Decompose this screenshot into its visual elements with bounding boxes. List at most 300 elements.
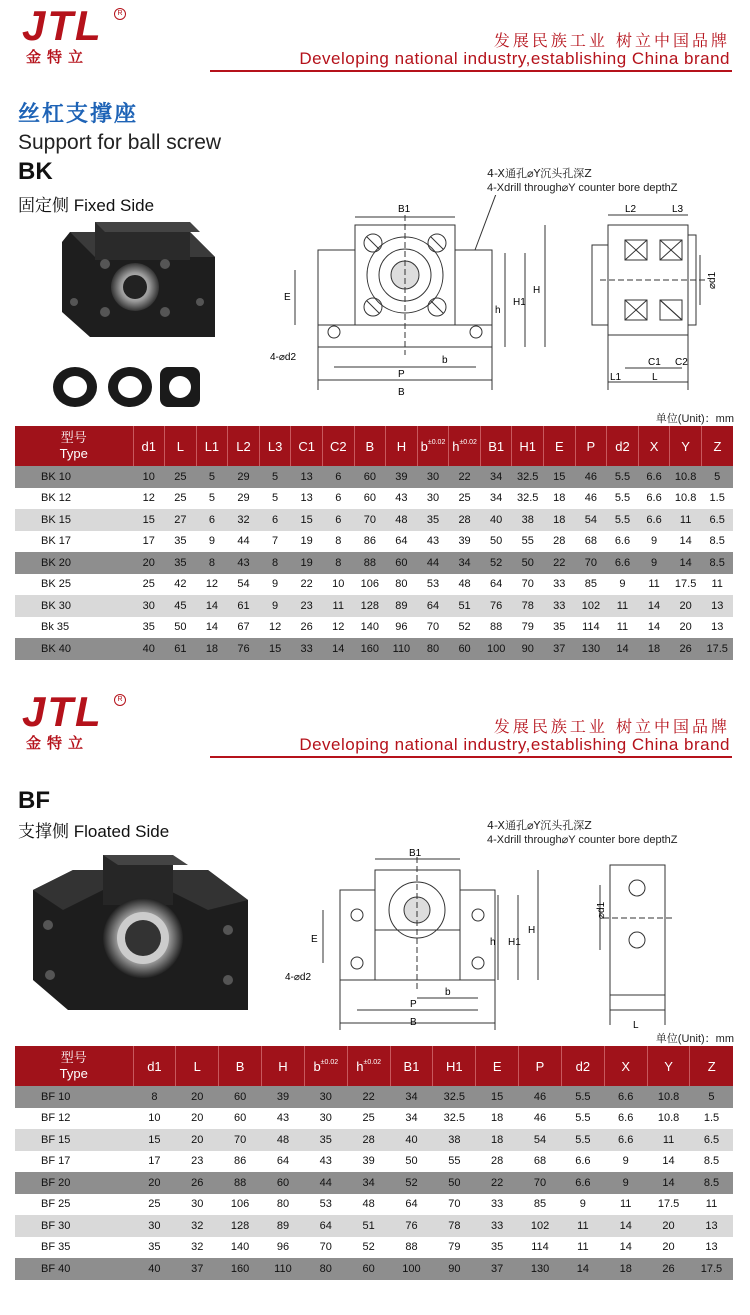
value-cell: 18 (476, 1129, 519, 1151)
value-cell: 5.5 (607, 488, 639, 510)
value-cell: 160 (354, 638, 386, 660)
value-cell: 100 (390, 1258, 433, 1280)
column-header-x (638, 426, 670, 466)
type-header-en: Type (59, 1065, 88, 1081)
value-cell: 70 (575, 552, 607, 574)
type-header-en: Type (59, 445, 88, 461)
value-cell: 12 (196, 574, 228, 596)
value-cell: 70 (417, 617, 449, 639)
value-cell: 14 (647, 1151, 690, 1173)
value-cell: 70 (512, 574, 544, 596)
value-cell: 33 (476, 1215, 519, 1237)
value-cell: 6 (196, 509, 228, 531)
model-cell: BK 15 (15, 509, 133, 531)
value-cell: 1.5 (701, 488, 733, 510)
bk-dim-l: L (652, 372, 658, 383)
slogan-en: Developing national industry,establishing China brand (299, 735, 730, 754)
column-header-l (176, 1046, 219, 1086)
value-cell: 34 (480, 488, 512, 510)
bf-unit-label (656, 1030, 734, 1046)
value-cell: 106 (219, 1194, 262, 1216)
column-header-label: b (313, 1058, 321, 1074)
bf-table-header (15, 1046, 733, 1086)
bf-hole-note (487, 818, 677, 848)
value-cell: 11 (604, 1194, 647, 1216)
value-cell: 11 (670, 509, 702, 531)
bf-subtitle (18, 817, 169, 842)
column-header-l1 (196, 426, 228, 466)
tolerance-label: ±0.02 (320, 1058, 339, 1066)
value-cell: 6 (322, 509, 354, 531)
bk-dim-b: b (442, 355, 448, 366)
value-cell: 9 (638, 531, 670, 553)
value-cell: 18 (544, 488, 576, 510)
column-header-b1 (390, 1046, 433, 1086)
model-cell: BK 12 (15, 488, 133, 510)
registered-mark-icon: R (114, 8, 126, 20)
value-cell: 11 (322, 595, 354, 617)
column-header-label: d1 (147, 1058, 162, 1074)
value-cell: 11 (607, 595, 639, 617)
value-cell: 14 (196, 595, 228, 617)
value-cell: 48 (386, 509, 418, 531)
value-cell: 64 (480, 574, 512, 596)
value-cell: 25 (165, 488, 197, 510)
value-cell: 18 (638, 638, 670, 660)
value-cell: 28 (544, 531, 576, 553)
column-header-y (670, 426, 702, 466)
value-cell: 5.5 (607, 509, 639, 531)
value-cell: 5.5 (561, 1086, 604, 1108)
value-cell: 46 (519, 1108, 562, 1130)
value-cell: 28 (449, 509, 481, 531)
value-cell: 20 (133, 552, 165, 574)
model-cell: BF 15 (15, 1129, 133, 1151)
value-cell: 15 (544, 466, 576, 488)
bk-model-title: BK (18, 158, 53, 185)
value-cell: 11 (701, 574, 733, 596)
bf-dim-d2: 4-⌀d2 (285, 972, 312, 983)
bk-product-photo (40, 212, 230, 422)
value-cell: 79 (433, 1237, 476, 1259)
table-row (15, 1172, 733, 1194)
value-cell: 90 (433, 1258, 476, 1280)
value-cell: 12 (322, 617, 354, 639)
value-cell: 13 (690, 1237, 733, 1259)
value-cell: 54 (519, 1129, 562, 1151)
value-cell: 20 (647, 1215, 690, 1237)
value-cell: 9 (638, 552, 670, 574)
value-cell: 42 (165, 574, 197, 596)
bf-note-cn: 4-X通孔⌀Y沉头孔深Z (487, 819, 592, 832)
value-cell: 11 (561, 1215, 604, 1237)
value-cell: 8 (259, 552, 291, 574)
value-cell: 25 (133, 574, 165, 596)
value-cell: 51 (449, 595, 481, 617)
bf-unit-en: (Unit)：mm (677, 1033, 734, 1045)
column-header-label: L (193, 1058, 201, 1074)
value-cell: 90 (512, 638, 544, 660)
table-row (15, 1086, 733, 1108)
value-cell: 5 (259, 488, 291, 510)
bf-side-view-drawing (585, 860, 685, 1035)
value-cell: 6.6 (607, 552, 639, 574)
value-cell: 32.5 (433, 1086, 476, 1108)
bk-dim-e: E (284, 292, 291, 303)
model-cell: BF 20 (15, 1172, 133, 1194)
value-cell: 52 (480, 552, 512, 574)
column-header-label: C1 (298, 438, 315, 454)
model-cell: BK 30 (15, 595, 133, 617)
value-cell: 80 (304, 1258, 347, 1280)
value-cell: 15 (133, 509, 165, 531)
table-row (15, 466, 733, 488)
value-cell: 102 (519, 1215, 562, 1237)
column-header-label: C2 (329, 438, 347, 454)
bk-dim-c2: C2 (675, 357, 688, 368)
value-cell: 22 (544, 552, 576, 574)
value-cell: 30 (417, 488, 449, 510)
model-cell: BF 17 (15, 1151, 133, 1173)
column-header-c2 (322, 426, 354, 466)
value-cell: 6 (322, 488, 354, 510)
bk-dim-l3: L3 (672, 204, 684, 215)
value-cell: 17.5 (670, 574, 702, 596)
value-cell: 5.5 (561, 1108, 604, 1130)
value-cell: 9 (259, 595, 291, 617)
column-header-label: B1 (403, 1058, 420, 1074)
column-header-label: H1 (519, 438, 537, 454)
table-row (15, 488, 733, 510)
bf-product-photo (28, 850, 253, 1020)
value-cell: 140 (219, 1237, 262, 1259)
value-cell: 68 (519, 1151, 562, 1173)
slogan-cn: 发展民族工业 树立中国品牌 (493, 717, 730, 736)
value-cell: 100 (480, 638, 512, 660)
model-cell: BK 25 (15, 574, 133, 596)
brand-logo (22, 2, 123, 68)
column-header-b (417, 426, 449, 466)
value-cell: 12 (259, 617, 291, 639)
column-header-label: d2 (575, 1058, 591, 1074)
value-cell: 35 (304, 1129, 347, 1151)
value-cell: 13 (690, 1215, 733, 1237)
value-cell: 60 (219, 1108, 262, 1130)
value-cell: 20 (647, 1237, 690, 1259)
value-cell: 32 (176, 1215, 219, 1237)
value-cell: 43 (228, 552, 260, 574)
bf-dim-h: h (490, 937, 496, 948)
value-cell: 11 (638, 574, 670, 596)
value-cell: 10.8 (670, 466, 702, 488)
value-cell: 19 (291, 531, 323, 553)
value-cell: 25 (449, 488, 481, 510)
value-cell: 8.5 (701, 552, 733, 574)
value-cell: 10.8 (647, 1108, 690, 1130)
value-cell: 35 (165, 531, 197, 553)
bk-dim-c1: C1 (648, 357, 661, 368)
column-header-c1 (291, 426, 323, 466)
value-cell: 14 (647, 1172, 690, 1194)
value-cell: 7 (259, 531, 291, 553)
value-cell: 88 (390, 1237, 433, 1259)
table-row (15, 1237, 733, 1259)
value-cell: 14 (561, 1258, 604, 1280)
type-column-header (15, 426, 133, 466)
column-header-label: H1 (446, 1058, 463, 1074)
value-cell: 38 (512, 509, 544, 531)
bk-dim-B: B (398, 387, 405, 398)
column-header-b (304, 1046, 347, 1086)
column-header-label: X (649, 438, 659, 454)
bk-front-view-drawing (270, 195, 560, 405)
model-cell: BF 25 (15, 1194, 133, 1216)
value-cell: 10.8 (647, 1086, 690, 1108)
bk-spec-table (15, 426, 733, 660)
value-cell: 46 (575, 488, 607, 510)
value-cell: 44 (417, 552, 449, 574)
bk-table-header (15, 426, 733, 466)
value-cell: 14 (670, 552, 702, 574)
value-cell: 17.5 (690, 1258, 733, 1280)
bf-subtitle-en: Floated Side (73, 822, 170, 841)
value-cell: 68 (575, 531, 607, 553)
value-cell: 60 (449, 638, 481, 660)
value-cell: 34 (449, 552, 481, 574)
value-cell: 13 (291, 466, 323, 488)
value-cell: 54 (575, 509, 607, 531)
value-cell: 6 (259, 509, 291, 531)
bk-note-en: 4-Xdrill through⌀Y counter bore depthZ (487, 182, 678, 194)
value-cell: 88 (480, 617, 512, 639)
value-cell: 35 (133, 617, 165, 639)
value-cell: 48 (449, 574, 481, 596)
model-cell: BF 10 (15, 1086, 133, 1108)
value-cell: 55 (512, 531, 544, 553)
bk-dim-H: H (533, 285, 541, 296)
bk-dim-b1: B1 (398, 204, 411, 215)
bk-dim-d2: 4-⌀d2 (270, 352, 297, 363)
value-cell: 46 (519, 1086, 562, 1108)
column-header-label: L3 (267, 438, 283, 454)
value-cell: 6.6 (561, 1172, 604, 1194)
value-cell: 5.5 (607, 466, 639, 488)
value-cell: 60 (262, 1172, 305, 1194)
column-header-b1 (480, 426, 512, 466)
value-cell: 20 (670, 617, 702, 639)
value-cell: 80 (262, 1194, 305, 1216)
column-header-d2 (607, 426, 639, 466)
bk-dim-l1: L1 (610, 372, 622, 383)
bf-dim-e: E (311, 934, 318, 945)
value-cell: 6.6 (604, 1129, 647, 1151)
value-cell: 25 (347, 1108, 390, 1130)
bk-subtitle-cn: 固定侧 (18, 196, 69, 216)
value-cell: 15 (259, 638, 291, 660)
bf-model-title: BF (18, 787, 50, 814)
value-cell: 23 (176, 1151, 219, 1173)
value-cell: 89 (262, 1215, 305, 1237)
value-cell: 34 (390, 1086, 433, 1108)
value-cell: 15 (291, 509, 323, 531)
value-cell: 64 (386, 531, 418, 553)
column-header-y (647, 1046, 690, 1086)
value-cell: 1.5 (690, 1108, 733, 1130)
column-header-z (690, 1046, 733, 1086)
value-cell: 44 (304, 1172, 347, 1194)
column-header-label: E (554, 438, 564, 454)
value-cell: 22 (291, 574, 323, 596)
value-cell: 22 (347, 1086, 390, 1108)
value-cell: 64 (417, 595, 449, 617)
value-cell: 60 (386, 552, 418, 574)
value-cell: 48 (262, 1129, 305, 1151)
value-cell: 11 (561, 1237, 604, 1259)
value-cell: 60 (347, 1258, 390, 1280)
model-cell: BF 40 (15, 1258, 133, 1280)
model-cell: BK 20 (15, 552, 133, 574)
value-cell: 43 (304, 1151, 347, 1173)
bf-front-view-drawing (285, 845, 555, 1035)
model-cell: Bk 35 (15, 617, 133, 639)
value-cell: 5 (196, 466, 228, 488)
value-cell: 32 (176, 1237, 219, 1259)
bf-dim-B: B (410, 1017, 417, 1028)
bf-dim-b1: B1 (409, 848, 422, 859)
value-cell: 15 (476, 1086, 519, 1108)
logo-cn-text: 金特立 (26, 734, 90, 752)
value-cell: 35 (417, 509, 449, 531)
value-cell: 86 (219, 1151, 262, 1173)
value-cell: 9 (259, 574, 291, 596)
value-cell: 26 (176, 1172, 219, 1194)
value-cell: 26 (291, 617, 323, 639)
value-cell: 37 (476, 1258, 519, 1280)
value-cell: 52 (449, 617, 481, 639)
value-cell: 60 (219, 1086, 262, 1108)
bk-side-view-drawing (580, 200, 730, 390)
value-cell: 45 (165, 595, 197, 617)
bk-subtitle-en: Fixed Side (73, 196, 155, 215)
value-cell: 30 (133, 1215, 176, 1237)
bf-dim-l: L (633, 1020, 639, 1031)
column-header-label: h (452, 438, 460, 454)
value-cell: 35 (165, 552, 197, 574)
value-cell: 54 (228, 574, 260, 596)
value-cell: 39 (262, 1086, 305, 1108)
value-cell: 25 (165, 466, 197, 488)
table-row (15, 509, 733, 531)
value-cell: 5.5 (561, 1129, 604, 1151)
value-cell: 11 (690, 1194, 733, 1216)
value-cell: 50 (433, 1172, 476, 1194)
model-cell: BK 40 (15, 638, 133, 660)
value-cell: 110 (386, 638, 418, 660)
value-cell: 96 (386, 617, 418, 639)
bk-unit-label (656, 410, 734, 426)
value-cell: 10 (133, 466, 165, 488)
value-cell: 46 (575, 466, 607, 488)
value-cell: 40 (390, 1129, 433, 1151)
value-cell: 64 (390, 1194, 433, 1216)
column-header-b (354, 426, 386, 466)
bf-dim-p: P (410, 999, 417, 1010)
value-cell: 37 (176, 1258, 219, 1280)
bf-spec-table (15, 1046, 733, 1280)
column-header-label: Z (713, 438, 722, 454)
value-cell: 76 (480, 595, 512, 617)
value-cell: 78 (512, 595, 544, 617)
value-cell: 33 (291, 638, 323, 660)
bk-unit-en: (Unit)：mm (677, 413, 734, 425)
value-cell: 35 (133, 1237, 176, 1259)
value-cell: 106 (354, 574, 386, 596)
value-cell: 14 (670, 531, 702, 553)
column-header-h (449, 426, 481, 466)
value-cell: 26 (670, 638, 702, 660)
column-header-l3 (259, 426, 291, 466)
value-cell: 130 (519, 1258, 562, 1280)
model-cell: BK 10 (15, 466, 133, 488)
value-cell: 89 (386, 595, 418, 617)
logo-cn-text: 金特立 (26, 48, 90, 66)
value-cell: 70 (219, 1129, 262, 1151)
value-cell: 17 (133, 531, 165, 553)
column-header-label: Y (681, 438, 690, 454)
value-cell: 20 (133, 1172, 176, 1194)
column-header-p (575, 426, 607, 466)
value-cell: 6.5 (701, 509, 733, 531)
value-cell: 44 (228, 531, 260, 553)
logo-text: JTL (22, 2, 103, 49)
column-header-label: B1 (488, 438, 505, 454)
value-cell: 6.6 (604, 1086, 647, 1108)
table-row (15, 1151, 733, 1173)
value-cell: 39 (386, 466, 418, 488)
logo-text: JTL (22, 688, 103, 735)
value-cell: 128 (354, 595, 386, 617)
value-cell: 17.5 (701, 638, 733, 660)
value-cell: 9 (604, 1151, 647, 1173)
value-cell: 22 (476, 1172, 519, 1194)
value-cell: 12 (133, 488, 165, 510)
value-cell: 51 (347, 1215, 390, 1237)
value-cell: 70 (304, 1237, 347, 1259)
value-cell: 160 (219, 1258, 262, 1280)
value-cell: 80 (386, 574, 418, 596)
column-header-d2 (561, 1046, 604, 1086)
column-header-l (165, 426, 197, 466)
value-cell: 102 (575, 595, 607, 617)
value-cell: 53 (417, 574, 449, 596)
value-cell: 61 (228, 595, 260, 617)
column-header-label: L2 (236, 438, 251, 454)
value-cell: 18 (604, 1258, 647, 1280)
column-header-label: P (535, 1058, 545, 1074)
tolerance-label: ±0.02 (363, 1058, 381, 1066)
table-row (15, 638, 733, 660)
value-cell: 28 (476, 1151, 519, 1173)
value-cell: 50 (480, 531, 512, 553)
column-header-d1 (133, 426, 165, 466)
value-cell: 78 (433, 1215, 476, 1237)
value-cell: 60 (354, 466, 386, 488)
column-header-label: H (396, 438, 407, 454)
value-cell: 20 (176, 1108, 219, 1130)
column-header-label: h (356, 1058, 364, 1074)
value-cell: 6.6 (607, 531, 639, 553)
value-cell: 5 (701, 466, 733, 488)
